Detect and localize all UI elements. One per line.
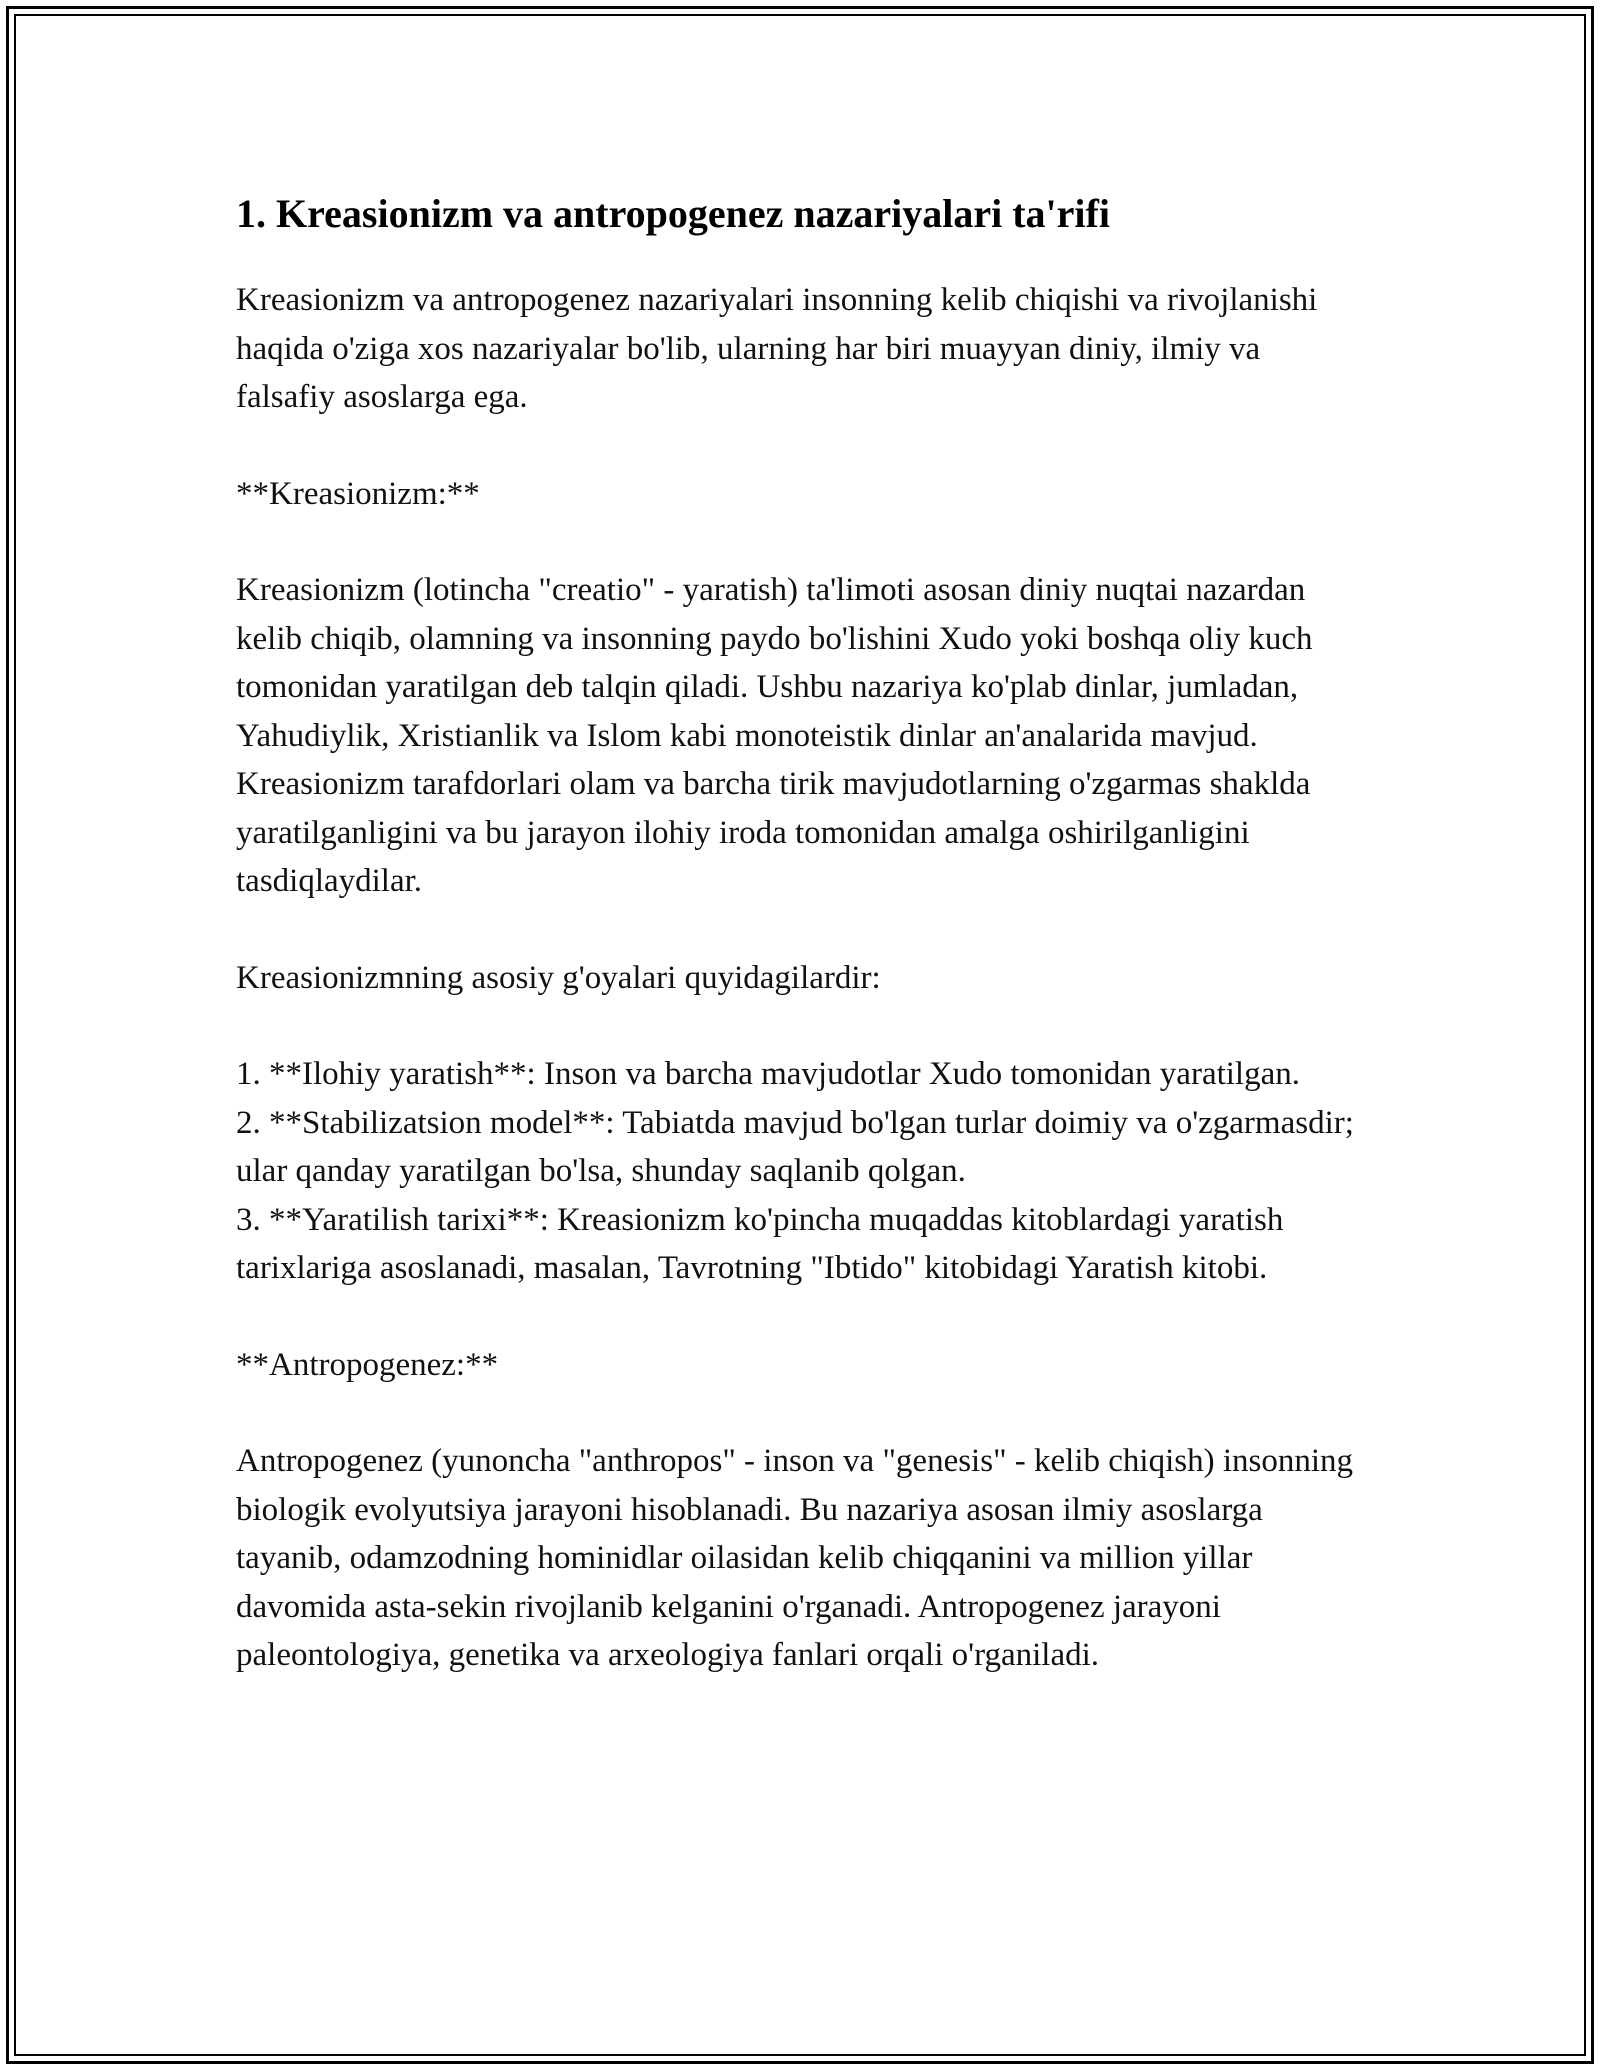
list-item: 1. **Ilohiy yaratish**: Inson va barcha mavjudotlar Xudo tomonidan yaratilgan. — [236, 1056, 1300, 1092]
ideas-list — [236, 1050, 1366, 1293]
document-body — [236, 188, 1366, 1728]
intro-paragraph: Kreasionizm va antropogenez nazariyalari insonning kelib chiqishi va rivojlanishi haqida o'ziga xos nazariyalar bo'lib, ularning har biri muayyan diniy, ilmiy va falsafiy asoslarga ega. — [236, 282, 1318, 415]
antropogenez-paragraph: Antropogenez (yunoncha "anthropos" - inson va "genesis" - kelib chiqish) insonning biologik evolyutsiya jarayoni hisoblanadi. Bu nazariya asosan ilmiy asoslarga tayanib, odamzodning hominidlar oilasidan kelib chiqqanini va million yillar davomida asta-sekin rivojlanib kelganini o'rganadi. Antropogenez jarayoni paleontologiya, genetika va arxeologiya fanlari orqali o'rganiladi. — [236, 1443, 1354, 1673]
kreasionizm-paragraph: Kreasionizm (lotincha "creatio" - yaratish) ta'limoti asosan diniy nuqtai nazardan kelib chiqib, olamning va insonning paydo bo'lishini Xudo yoki boshqa oliy kuch tomonidan yaratilgan deb talqin qiladi. Ushbu nazariya ko'plab dinlar, jumladan, Yahudiylik, Xristianlik va Islom kabi monoteistik dinlar an'analarida mavjud. Kreasionizm tarafdorlari olam va barcha tirik mavjudotlarning o'zgarmas shaklda yaratilganligini va bu jarayon ilohiy iroda tomonidan amalga oshirilganligini tasdiqlaydilar. — [236, 572, 1313, 899]
list-item: 3. **Yaratilish tarixi**: Kreasionizm ko'pincha muqaddas kitoblardagi yaratish tarixlariga asoslanadi, masalan, Tavrotning "Ibtido" kitobidagi Yaratish kitobi. — [236, 1201, 1284, 1286]
list-item: 2. **Stabilizatsion model**: Tabiatda mavjud bo'lgan turlar doimiy va o'zgarmasdir; ular qanday yaratilgan bo'lsa, shunday saqlanib qolgan. — [236, 1104, 1354, 1189]
kreasionizm-label: **Kreasionizm:** — [236, 475, 480, 512]
ideas-intro: Kreasionizmning asosiy g'oyalari quyidagilardir: — [236, 959, 881, 996]
section-heading: 1. Kreasionizm va antropogenez nazariyalari ta'rifi — [236, 191, 1110, 236]
antropogenez-label: **Antropogenez:** — [236, 1346, 499, 1383]
